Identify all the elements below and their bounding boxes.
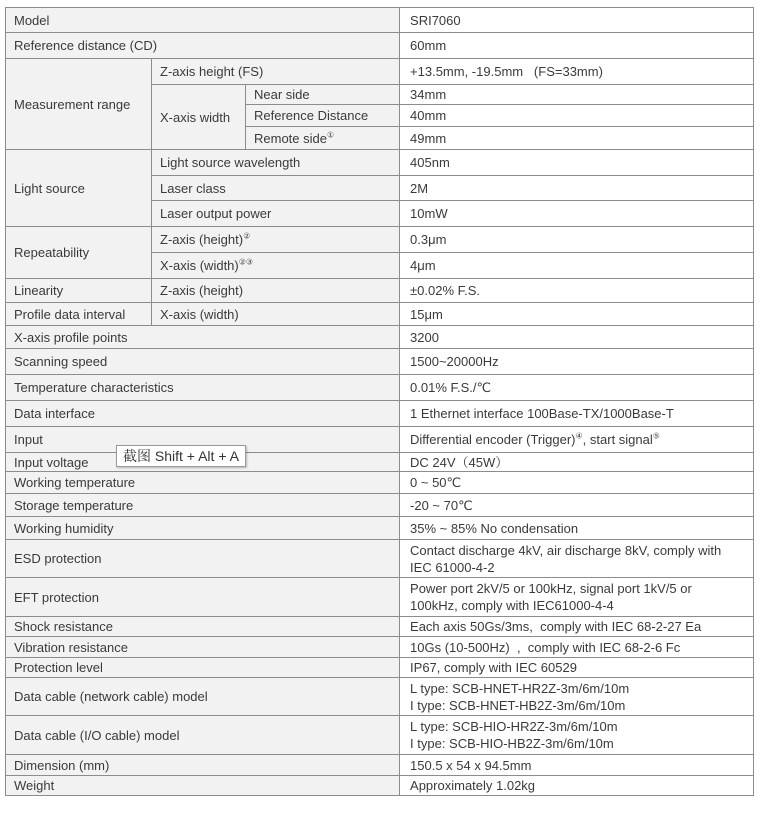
row-label: Input voltage xyxy=(6,453,400,472)
spec-row-profile-points xyxy=(6,326,754,349)
value-line: I type: SCB-HIO-HB2Z-3m/6m/10m xyxy=(410,736,614,751)
row-label: Input xyxy=(6,427,400,453)
row-value: 40mm xyxy=(400,105,754,127)
value-line: Contact discharge 4kV, air discharge 8kV, comply with xyxy=(410,542,722,558)
row-label: Dimension (mm) xyxy=(6,755,400,776)
spec-row-repeatability-z xyxy=(6,227,754,253)
row-value: Approximately 1.02kg xyxy=(400,776,754,796)
sub-label: Z-axis height (FS) xyxy=(152,59,400,85)
spec-row-esd-protection xyxy=(6,540,754,578)
row-label: Data cable (network cable) model xyxy=(6,678,400,716)
value-line: I type: SCB-HNET-HB2Z-3m/6m/10m xyxy=(410,697,626,713)
row-label: Storage temperature xyxy=(6,494,400,517)
sub-label xyxy=(152,253,400,279)
spec-table xyxy=(5,7,754,796)
row-value: 405nm xyxy=(400,150,754,176)
row-label: Temperature characteristics xyxy=(6,375,400,401)
sub-label: Light source wavelength xyxy=(152,150,400,176)
spec-row-working-temperature xyxy=(6,472,754,494)
spec-row-reference-distance xyxy=(6,33,754,59)
footnote-mark: ⑤ xyxy=(652,431,660,441)
row-label: Data cable (I/O cable) model xyxy=(6,716,400,755)
row-value: 150.5 x 54 x 94.5mm xyxy=(400,755,754,776)
row-label: Reference distance (CD) xyxy=(6,33,400,59)
row-value: Each axis 50Gs/3ms, comply with IEC 68-2-27 Ea xyxy=(400,617,754,637)
value-line: L type: SCB-HNET-HR2Z-3m/6m/10m xyxy=(410,680,630,696)
remote-label-text: Remote side xyxy=(254,130,327,146)
row-value: ±0.02% F.S. xyxy=(400,279,754,303)
spec-row-z-height xyxy=(6,59,754,85)
row-label: Vibration resistance xyxy=(6,637,400,658)
row-value: 4μm xyxy=(400,253,754,279)
row-value: 15μm xyxy=(400,303,754,326)
row-value: 49mm xyxy=(400,127,754,150)
spec-row-weight xyxy=(6,776,754,796)
row-label: X-axis profile points xyxy=(6,326,400,349)
row-label: Data interface xyxy=(6,401,400,427)
spec-row-storage-temperature xyxy=(6,494,754,517)
footnote-mark: ① xyxy=(326,130,335,140)
row-value: 10Gs (10-500Hz) , comply with IEC 68-2-6 Fc xyxy=(400,637,754,658)
row-label: Working temperature xyxy=(6,472,400,494)
spec-row-model xyxy=(6,8,754,33)
sub-label-text: Z-axis (height) xyxy=(160,232,244,247)
spec-row-dimension xyxy=(6,755,754,776)
row-value xyxy=(400,427,754,453)
sub-label-x-axis-width: X-axis width xyxy=(152,85,246,150)
row-label: Scanning speed xyxy=(6,349,400,375)
spec-row-linearity xyxy=(6,279,754,303)
footnote-mark: ② xyxy=(243,231,251,241)
spec-row-shock-resistance xyxy=(6,617,754,637)
spec-row-network-cable xyxy=(6,678,754,716)
sub-label: Reference Distance xyxy=(246,105,400,127)
row-value: 10mW xyxy=(400,201,754,227)
row-label: Model xyxy=(6,8,400,33)
spec-row-io-cable xyxy=(6,716,754,755)
sub-label: Laser class xyxy=(152,176,400,201)
row-label: Weight xyxy=(6,776,400,796)
row-label: ESD protection xyxy=(6,540,400,578)
spec-row-vibration-resistance xyxy=(6,637,754,658)
row-value: 60mm xyxy=(400,33,754,59)
value-line: Power port 2kV/5 or 100kHz, signal port 1kV/5 or xyxy=(410,581,692,596)
spec-row-eft-protection xyxy=(6,578,754,617)
footnote-mark: ④ xyxy=(575,431,583,441)
group-label-repeatability: Repeatability xyxy=(6,227,152,279)
row-value xyxy=(400,578,754,617)
row-value: 35% ~ 85% No condensation xyxy=(400,517,754,540)
row-value xyxy=(400,678,754,716)
row-label: Linearity xyxy=(6,279,152,303)
row-value: IP67, comply with IEC 60529 xyxy=(400,658,754,678)
footnote-mark: ②③ xyxy=(238,257,254,267)
sub-label: Laser output power xyxy=(152,201,400,227)
row-value: 0.01% F.S./℃ xyxy=(400,375,754,401)
row-value: 0 ~ 50℃ xyxy=(400,472,754,494)
value-line: 100kHz, comply with IEC61000-4-4 xyxy=(410,598,614,613)
row-value: 3200 xyxy=(400,326,754,349)
row-value: 1 Ethernet interface 100Base-TX/1000Base-T xyxy=(400,401,754,427)
spec-row-wavelength xyxy=(6,150,754,176)
row-value xyxy=(400,540,754,578)
input-value-text: , start signal xyxy=(582,432,653,447)
sub-label xyxy=(246,127,400,150)
value-line: L type: SCB-HIO-HR2Z-3m/6m/10m xyxy=(410,719,618,734)
row-label: Working humidity xyxy=(6,517,400,540)
sub-label-text: X-axis (width) xyxy=(160,258,239,273)
value-line: IEC 61000-4-2 xyxy=(410,559,495,575)
spec-row-data-interface xyxy=(6,401,754,427)
row-label: Shock resistance xyxy=(6,617,400,637)
sub-label: Z-axis (height) xyxy=(152,279,400,303)
spec-row-scanning-speed xyxy=(6,349,754,375)
row-value xyxy=(400,716,754,755)
row-value: 2M xyxy=(400,176,754,201)
row-label: EFT protection xyxy=(6,578,400,617)
group-label-light-source: Light source xyxy=(6,150,152,227)
sub-label: Near side xyxy=(246,85,400,105)
spec-row-temperature-characteristics xyxy=(6,375,754,401)
row-label: Profile data interval xyxy=(6,303,152,326)
sub-label xyxy=(152,227,400,253)
spec-row-profile-interval xyxy=(6,303,754,326)
sub-label: X-axis (width) xyxy=(152,303,400,326)
input-value-text: Differential encoder (Trigger) xyxy=(410,432,576,447)
row-value: 34mm xyxy=(400,85,754,105)
row-label: Protection level xyxy=(6,658,400,678)
group-label-measurement-range: Measurement range xyxy=(6,59,152,150)
row-value: +13.5mm, -19.5mm (FS=33mm) xyxy=(400,59,754,85)
row-value: 1500~20000Hz xyxy=(400,349,754,375)
row-value: DC 24V（45W） xyxy=(400,453,754,472)
row-value: -20 ~ 70℃ xyxy=(400,494,754,517)
screenshot-shortcut-tooltip: 截图 Shift + Alt + A xyxy=(116,445,246,467)
spec-row-working-humidity xyxy=(6,517,754,540)
row-value: 0.3μm xyxy=(400,227,754,253)
spec-row-protection-level xyxy=(6,658,754,678)
row-value: SRI7060 xyxy=(400,8,754,33)
